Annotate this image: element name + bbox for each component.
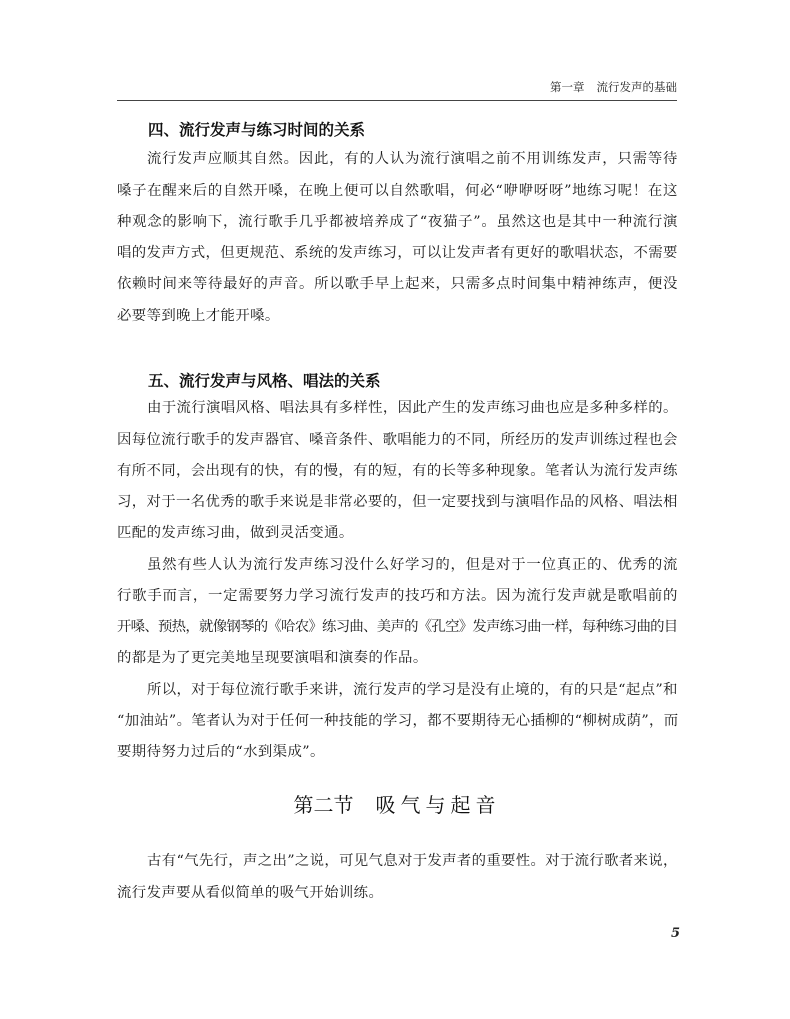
paragraph xyxy=(117,144,677,332)
text-line: 唱的发声方式，但更规范、系统的发声练习，可以让发声者有更好的歌唱状态，不需要 xyxy=(117,245,677,262)
text-line: 开嗓、预热，就像钢琴的《哈农》练习曲、美声的《孔空》发声练习曲一样，每种练习曲的目 xyxy=(117,619,677,636)
header-rule xyxy=(117,100,677,101)
text-line: 虽然有些人认为流行发声练习没什么好学习的，但是对于一位真正的、优秀的流 xyxy=(147,556,677,573)
text-line: 所以，对于每位流行歌手来讲，流行发声的学习是没有止境的，有的只是“起点”和 xyxy=(147,681,677,698)
running-header xyxy=(550,79,677,95)
text-line: 有所不同，会出现有的快，有的慢，有的短，有的长等多种现象。笔者认为流行发声练 xyxy=(117,462,677,479)
running-header-title: 流行发声的基础 xyxy=(596,80,677,94)
text-line: 的都是为了更完美地呈现要演唱和演奏的作品。 xyxy=(117,650,428,667)
text-line: 流行发声应顺其自然。因此，有的人认为流行演唱之前不用训练发声，只需等待 xyxy=(147,151,677,168)
section-title-number: 第二节 xyxy=(293,793,354,817)
page-number: 5 xyxy=(670,926,680,941)
text-line: 习，对于一名优秀的歌手来说是非常必要的，但一定要找到与演唱作品的风格、唱法相 xyxy=(117,494,677,511)
paragraph xyxy=(117,675,677,769)
text-line: 流行发声要从看似简单的吸气开始训练。 xyxy=(117,884,384,901)
text-line: 嗓子在醒来后的自然开嗓，在晚上便可以自然歌唱，何必“咿咿呀呀”地练习呢！在这 xyxy=(117,182,677,199)
text-line: 行歌手而言，一定需要努力学习流行发声的技巧和方法。因为流行发声就是歌唱前的 xyxy=(117,587,677,604)
paragraph-group xyxy=(117,393,677,768)
text-line: 匹配的发声练习曲，做到灵活变通。 xyxy=(117,525,354,542)
section-title-text: 吸气与起音 xyxy=(375,793,501,817)
text-line: 要期待努力过后的“水到渠成”。 xyxy=(117,744,325,761)
text-line: 古有“气先行，声之出”之说，可见气息对于发声者的重要性。对于流行歌者来说， xyxy=(147,853,677,870)
text-line: 种观念的影响下，流行歌手几乎都被培养成了“夜猫子”。虽然这也是其中一种流行演 xyxy=(117,213,677,230)
text-line: 依赖时间来等待最好的声音。所以歌手早上起来，只需多点时间集中精神练声，便没 xyxy=(117,276,677,293)
text-line: 因每位流行歌手的发声器官、嗓音条件、歌唱能力的不同，所经历的发声训练过程也会 xyxy=(117,431,677,448)
paragraph xyxy=(117,846,677,909)
section-heading: 四、流行发声与练习时间的关系 xyxy=(148,120,366,139)
text-line: 由于流行演唱风格、唱法具有多样性，因此产生的发声练习曲也应是多种多样的。 xyxy=(147,400,677,417)
section-title xyxy=(117,785,677,825)
paragraph xyxy=(117,393,677,549)
text-line: 必要等到晚上才能开嗓。 xyxy=(117,307,280,324)
paragraph xyxy=(117,550,677,675)
running-header-chapter: 第一章 xyxy=(550,80,585,94)
text-line: “加油站”。笔者认为对于任何一种技能的学习，都不要期待无心插柳的“柳树成荫”，而 xyxy=(117,712,677,729)
section-heading: 五、流行发声与风格、唱法的关系 xyxy=(148,371,381,390)
